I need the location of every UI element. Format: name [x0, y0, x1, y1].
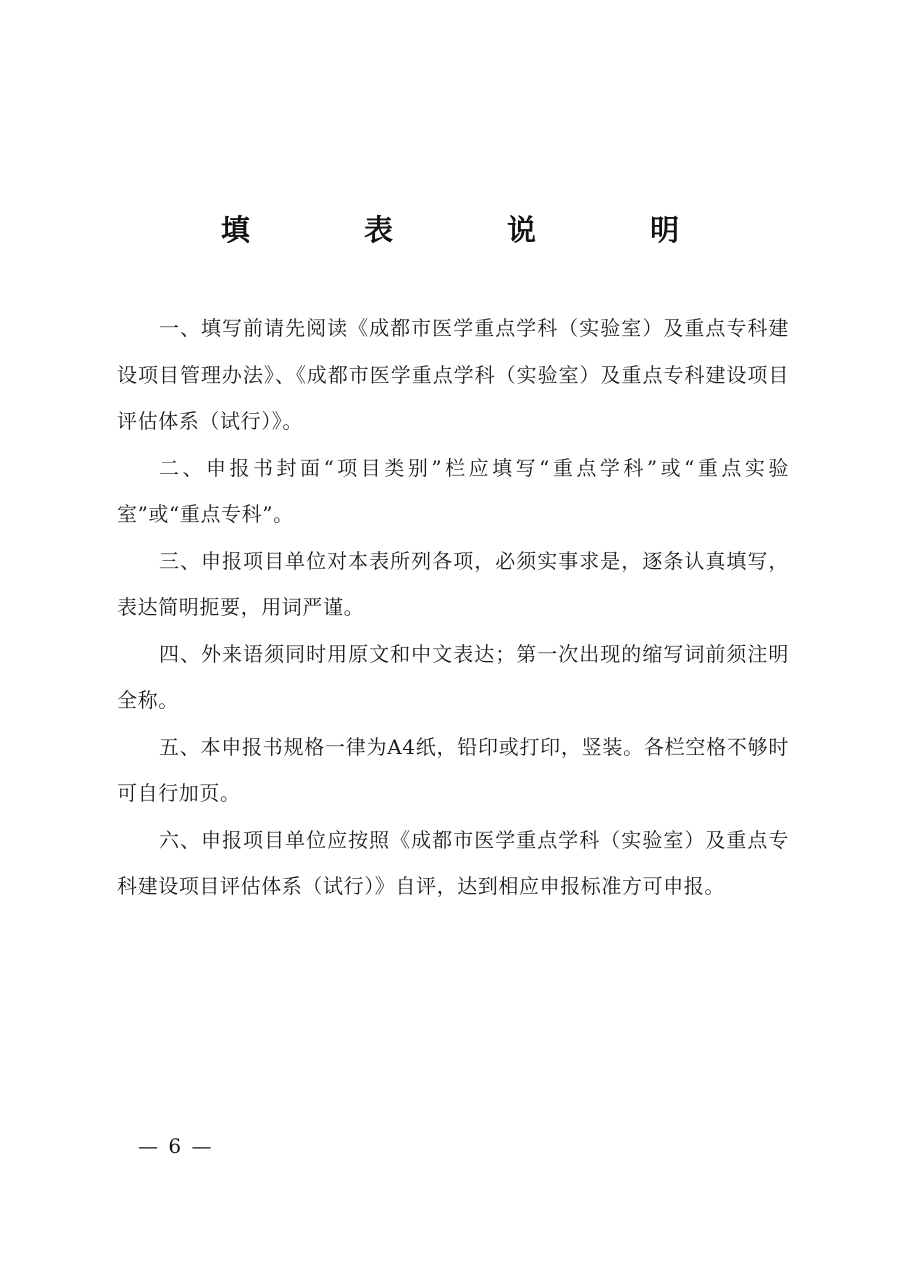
page-number: — 6 —: [138, 1134, 214, 1158]
page-title: 填 表 说 明: [220, 213, 732, 247]
instruction-item-4: 四、外来语须同时用原文和中文表达；第一次出现的缩写词前须注明全称。: [117, 641, 789, 712]
instruction-item-3: 三、申报项目单位对本表所列各项，必须实事求是，逐条认真填写，表达简明扼要，用词严谨。: [117, 548, 789, 619]
instruction-item-2: 二、申报书封面“项目类别”栏应填写“重点学科”或“重点实验室”或“重点专科”。: [117, 455, 789, 526]
instruction-item-1: 一、填写前请先阅读《成都市医学重点学科（实验室）及重点专科建设项目管理办法》、《成都市医学重点学科（实验室）及重点专科建设项目评估体系（试行）》。: [117, 316, 789, 433]
instructions-body: [117, 305, 789, 910]
instruction-item-5: 五、本申报书规格一律为A4纸，铅印或打印，竖装。各栏空格不够时可自行加页。: [117, 734, 789, 805]
instruction-item-6: 六、申报项目单位应按照《成都市医学重点学科（实验室）及重点专科建设项目评估体系（试行）》自评，达到相应申报标准方可申报。: [117, 827, 789, 898]
